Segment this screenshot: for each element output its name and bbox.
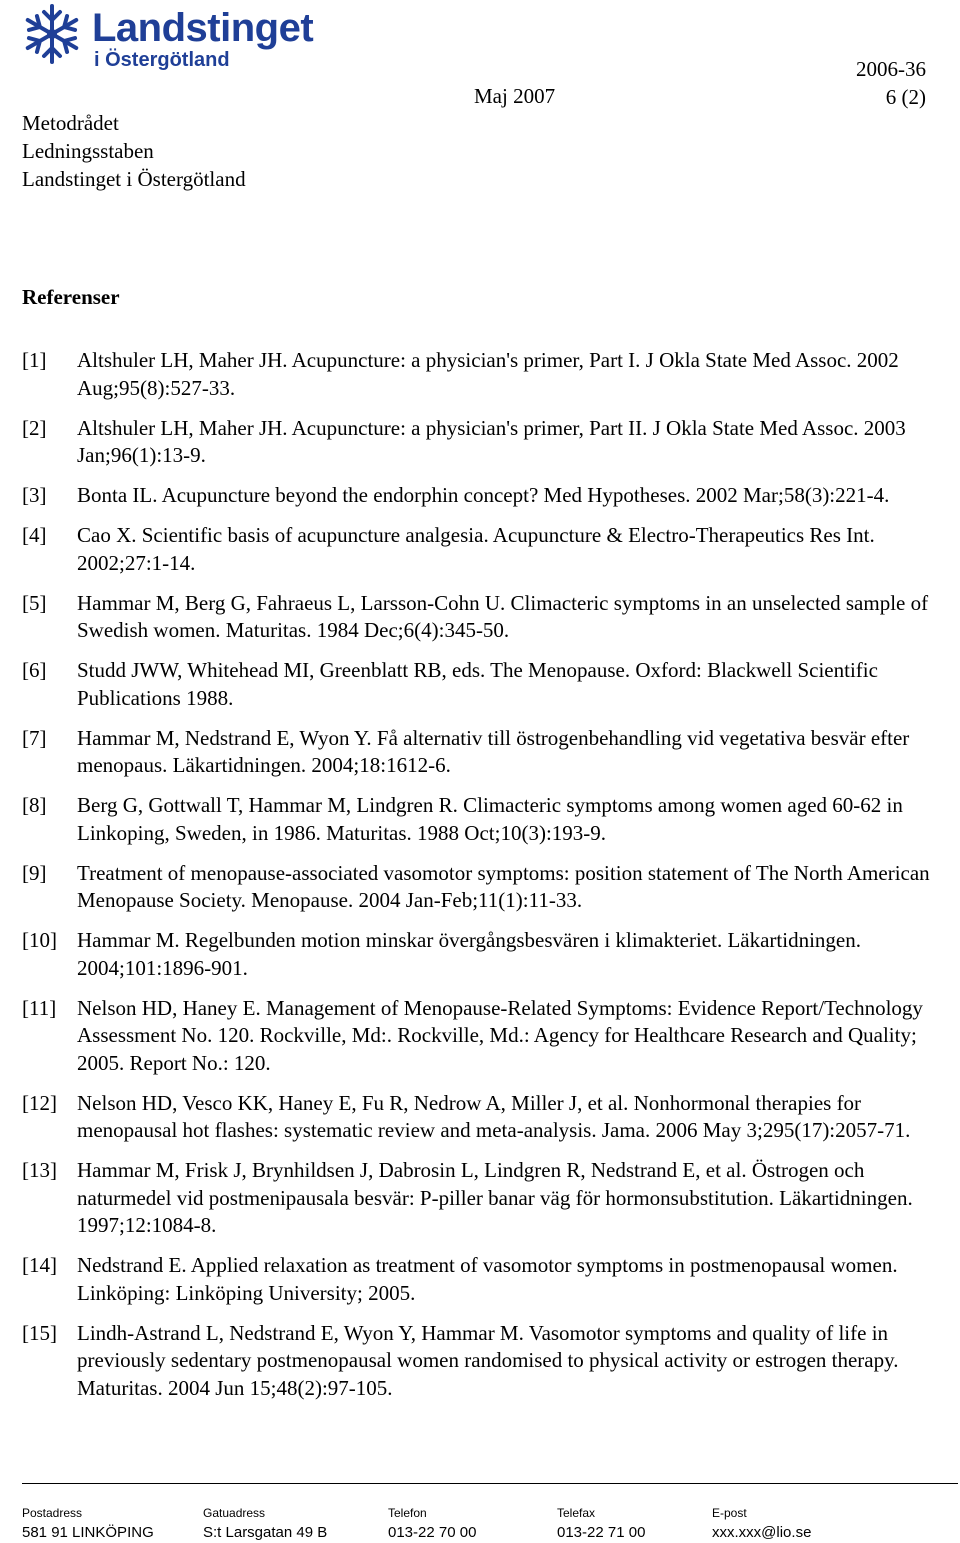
reference-item — [22, 995, 938, 1078]
section-title: Referenser — [22, 285, 120, 309]
reference-text: Nedstrand E. Applied relaxation as treatment of vasomotor symptoms in postmenopausal women. Linköping: Linköping University; 2005. — [77, 1253, 898, 1305]
reference-number: [4] — [22, 523, 47, 547]
reference-text: Nelson HD, Vesco KK, Haney E, Fu R, Nedrow A, Miller J, et al. Nonhormonal therapies for menopausal hot flashes: systematic review and meta-analysis. Jama. 2006 May 3;295(17):2057-71. — [77, 1090, 911, 1142]
reference-item — [22, 522, 938, 577]
sender-block — [22, 109, 246, 193]
reference-number: [8] — [22, 793, 47, 817]
reference-text: Lindh-Astrand L, Nedstrand E, Wyon Y, Hammar M. Vasomotor symptoms and quality of life in previously sedentary postmenopausal women randomised to physical activity or estrogen therapy. Maturitas. 2004 Jun 15;48(2):97-105. — [77, 1320, 899, 1400]
footer-value: 013-22 70 00 — [388, 1524, 477, 1541]
reference-number: [2] — [22, 415, 47, 440]
footer-label: Postadress — [22, 1506, 83, 1520]
reference-number: [7] — [22, 725, 47, 750]
reference-item — [22, 657, 938, 712]
footer-value: 013-22 71 00 — [557, 1524, 646, 1541]
organization-logo — [20, 2, 320, 74]
reference-number: [9] — [22, 860, 47, 885]
reference-text: Altshuler LH, Maher JH. Acupuncture: a physician's primer, Part II. J Okla State Med Assoc. 2003 Jan;96(1):13-9. — [77, 415, 906, 467]
reference-number: [12] — [22, 1090, 57, 1115]
footer-value: S:t Larsgatan 49 B — [203, 1524, 328, 1541]
reference-item — [22, 415, 938, 470]
reference-number: [13] — [22, 1158, 57, 1182]
reference-text: Altshuler LH, Maher JH. Acupuncture: a physician's primer, Part I. J Okla State Med Assoc. 2002 Aug;95(8):527-33. — [77, 348, 899, 400]
document-reference — [856, 55, 926, 111]
sender-line: Metodrådet — [22, 111, 119, 135]
reference-text: Berg G, Gottwall T, Hammar M, Lindgren R. Climacteric symptoms among women aged 60-62 in Linkoping, Sweden, in 1986. Maturitas. 1988 Oct;10(3):193-9. — [77, 793, 903, 845]
sender-line: Landstinget i Östergötland — [22, 167, 246, 191]
reference-item — [22, 860, 938, 915]
footer-field — [203, 1506, 327, 1542]
footer-field — [557, 1506, 645, 1542]
reference-number: [6] — [22, 658, 47, 682]
footer-value: xxx.xxx@lio.se — [712, 1524, 812, 1541]
reference-number: [3] — [22, 483, 47, 507]
reference-number: [10] — [22, 928, 57, 952]
logo-name: Landstinget — [92, 6, 314, 50]
reference-text: Treatment of menopause-associated vasomotor symptoms: position statement of The North American Menopause Society. Menopause. 2004 Jan-Feb;11(1):11-33. — [77, 860, 930, 912]
footer-label: Gatuadress — [203, 1506, 266, 1520]
document-number: 2006-36 — [856, 57, 926, 81]
reference-item — [22, 1090, 938, 1145]
reference-text: Bonta IL. Acupuncture beyond the endorphin concept? Med Hypotheses. 2002 Mar;58(3):221-4. — [77, 483, 890, 507]
reference-text: Nelson HD, Haney E. Management of Menopause-Related Symptoms: Evidence Report/Technology Assessment No. 120. Rockville, Md:. Rockville, Md.: Agency for Healthcare Research and Quality; 2005. Report No.: 120. — [77, 995, 923, 1075]
reference-number: [5] — [22, 590, 47, 615]
reference-item — [22, 590, 938, 645]
page-number: 6 (2) — [885, 85, 926, 109]
footer-field — [22, 1506, 154, 1542]
reference-number: [14] — [22, 1253, 57, 1277]
logo-subtitle: i Östergötland — [94, 49, 230, 71]
reference-text: Studd JWW, Whitehead MI, Greenblatt RB, eds. The Menopause. Oxford: Blackwell Scientific Publications 1988. — [77, 658, 878, 710]
reference-text: Hammar M, Berg G, Fahraeus L, Larsson-Cohn U. Climacteric symptoms in an unselected sample of Swedish women. Maturitas. 1984 Dec;6(4):345-50. — [77, 590, 929, 642]
reference-text: Cao X. Scientific basis of acupuncture analgesia. Acupuncture & Electro-Therapeutics Res Int. 2002;27:1-14. — [77, 523, 875, 575]
reference-text: Hammar M, Nedstrand E, Wyon Y. Få alternativ till östrogenbehandling vid vegetativa besvär efter menopaus. Läkartidningen. 2004;18:1612-6. — [77, 725, 910, 777]
reference-item — [22, 1320, 938, 1403]
reference-item — [22, 1157, 938, 1240]
reference-item — [22, 1252, 938, 1307]
sender-line: Ledningsstaben — [22, 139, 154, 163]
reference-text: Hammar M, Frisk J, Brynhildsen J, Dabrosin L, Lindgren R, Nedstrand E, et al. Östrogen och naturmedel vid postmenipausala besvär: P-piller banar väg för hormonsubstitution. Läkartidningen. 1997;12:1084-8. — [77, 1158, 913, 1237]
reference-item — [22, 347, 938, 402]
reference-item — [22, 792, 938, 847]
reference-number: [15] — [22, 1320, 57, 1345]
reference-number: [11] — [22, 995, 57, 1020]
footer-label: E-post — [712, 1506, 747, 1520]
footer-label: Telefax — [557, 1506, 596, 1520]
footer-divider — [22, 1483, 958, 1484]
document-date: Maj 2007 — [474, 84, 556, 108]
reference-number: [1] — [22, 348, 47, 372]
footer-label: Telefon — [388, 1506, 427, 1520]
snowflake-emblem-icon — [20, 2, 84, 66]
reference-list — [22, 347, 938, 1415]
reference-item — [22, 927, 938, 982]
reference-text: Hammar M. Regelbunden motion minskar övergångsbesvären i klimakteriet. Läkartidningen. 2004;101:1896-901. — [77, 928, 861, 980]
footer-field — [712, 1506, 811, 1542]
footer-field — [388, 1506, 476, 1542]
reference-item — [22, 482, 938, 510]
reference-item — [22, 725, 938, 780]
footer-value: 581 91 LINKÖPING — [22, 1524, 154, 1541]
